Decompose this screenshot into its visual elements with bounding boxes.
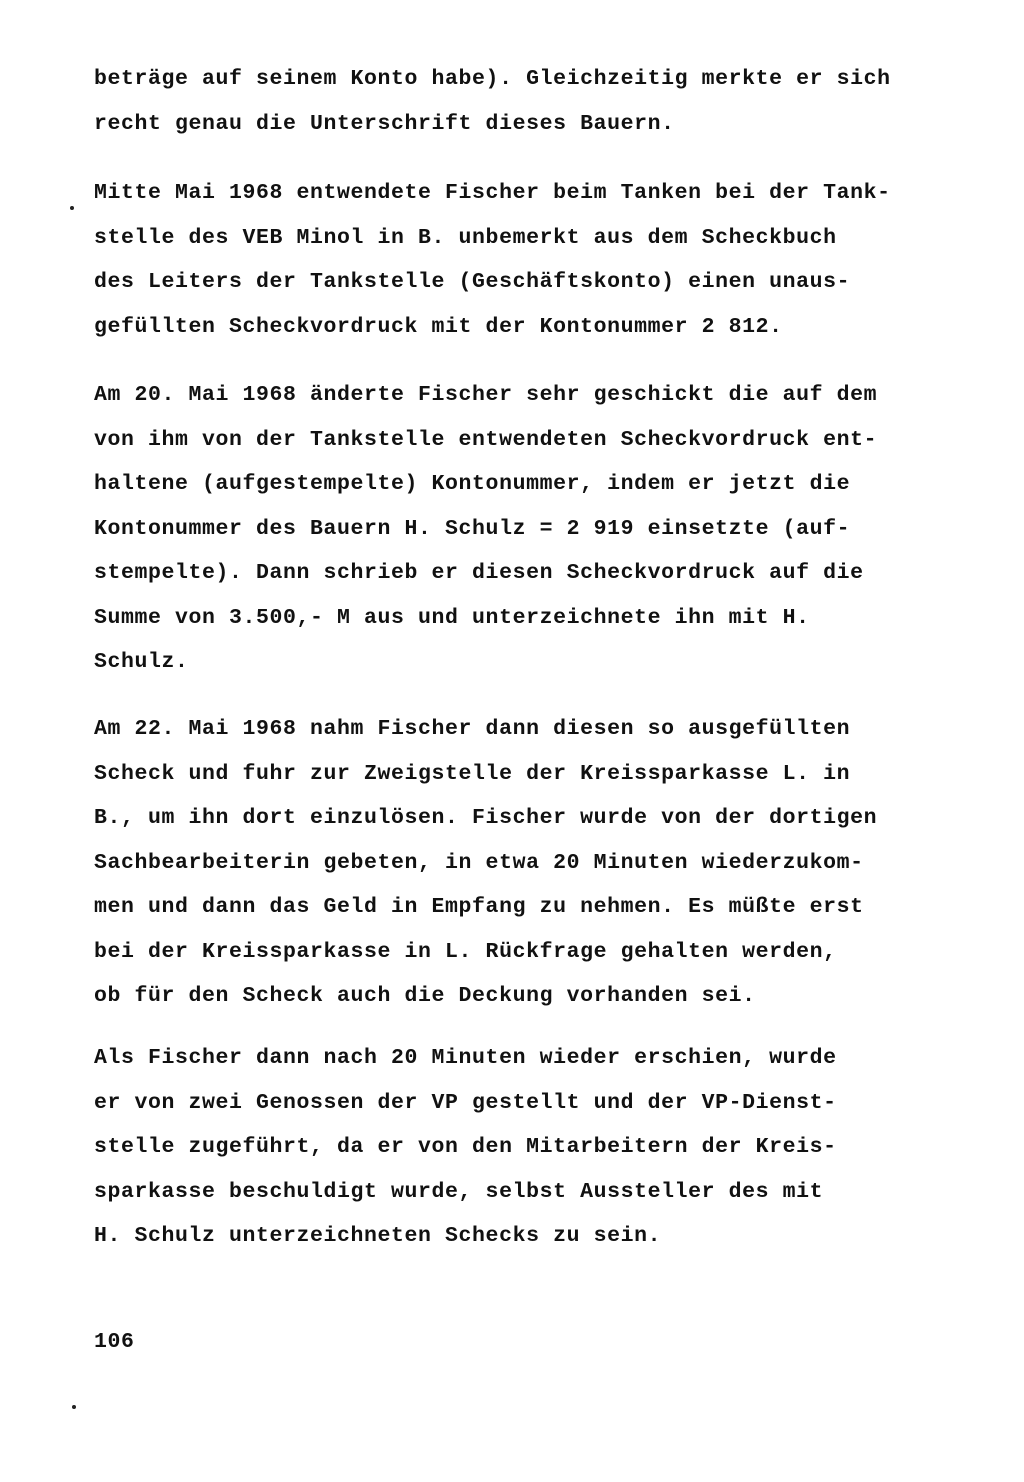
text-line: von ihm von der Tankstelle entwendeten Scheckvordruck ent- (94, 427, 878, 452)
text-line: des Leiters der Tankstelle (Geschäftskonto) einen unaus- (94, 270, 851, 294)
text-line: Als Fischer dann nach 20 Minuten wieder erschien, wurde (94, 1046, 837, 1070)
text-line: H. Schulz unterzeichneten Schecks zu sein. (94, 1224, 662, 1248)
text-line: Mitte Mai 1968 entwendete Fischer beim Tanken bei der Tank- (94, 181, 891, 205)
text-line: Am 22. Mai 1968 nahm Fischer dann diesen so ausgefüllten (94, 717, 851, 741)
text-line: stempelte). Dann schrieb er diesen Scheckvordruck auf die (94, 561, 864, 585)
paragraph-5 (94, 1036, 974, 1259)
text-line: er von zwei Genossen der VP gestellt und der VP-Dienst- (94, 1090, 837, 1115)
paragraph-3 (94, 373, 974, 685)
text-line: Kontonummer des Bauern H. Schulz = 2 919 einsetzte (auf- (94, 516, 851, 541)
text-line: Am 20. Mai 1968 änderte Fischer sehr geschickt die auf dem (94, 383, 878, 407)
scan-speck (70, 206, 74, 210)
text-line: recht genau die Unterschrift dieses Bauern. (94, 111, 675, 136)
text-line: bei der Kreissparkasse in L. Rückfrage gehalten werden, (94, 939, 837, 964)
paragraph-1 (94, 57, 974, 146)
paragraph-4 (94, 707, 974, 1019)
paragraph-2 (94, 171, 974, 349)
text-line: men und dann das Geld in Empfang zu nehmen. Es müßte erst (94, 895, 864, 919)
text-line: haltene (aufgestempelte) Kontonummer, indem er jetzt die (94, 472, 851, 496)
text-line: gefüllten Scheckvordruck mit der Kontonummer 2 812. (94, 314, 783, 339)
text-line: Sachbearbeiterin gebeten, in etwa 20 Minuten wiederzukom- (94, 850, 864, 875)
text-line: Scheck und fuhr zur Zweigstelle der Kreissparkasse L. in (94, 761, 851, 786)
text-line: Summe von 3.500,- M aus und unterzeichnete ihn mit H. (94, 605, 810, 630)
text-line: ob für den Scheck auch die Deckung vorhanden sei. (94, 984, 756, 1008)
text-line: B., um ihn dort einzulösen. Fischer wurde von der dortigen (94, 806, 878, 830)
text-line: Schulz. (94, 650, 189, 674)
text-line: beträge auf seinem Konto habe). Gleichzeitig merkte er sich (94, 67, 891, 91)
text-line: stelle des VEB Minol in B. unbemerkt aus dem Scheckbuch (94, 225, 837, 250)
text-line: stelle zugeführt, da er von den Mitarbeitern der Kreis- (94, 1135, 837, 1159)
text-line: sparkasse beschuldigt wurde, selbst Aussteller des mit (94, 1179, 824, 1204)
scan-speck (72, 1405, 76, 1409)
page-number: 106 (94, 1330, 135, 1354)
